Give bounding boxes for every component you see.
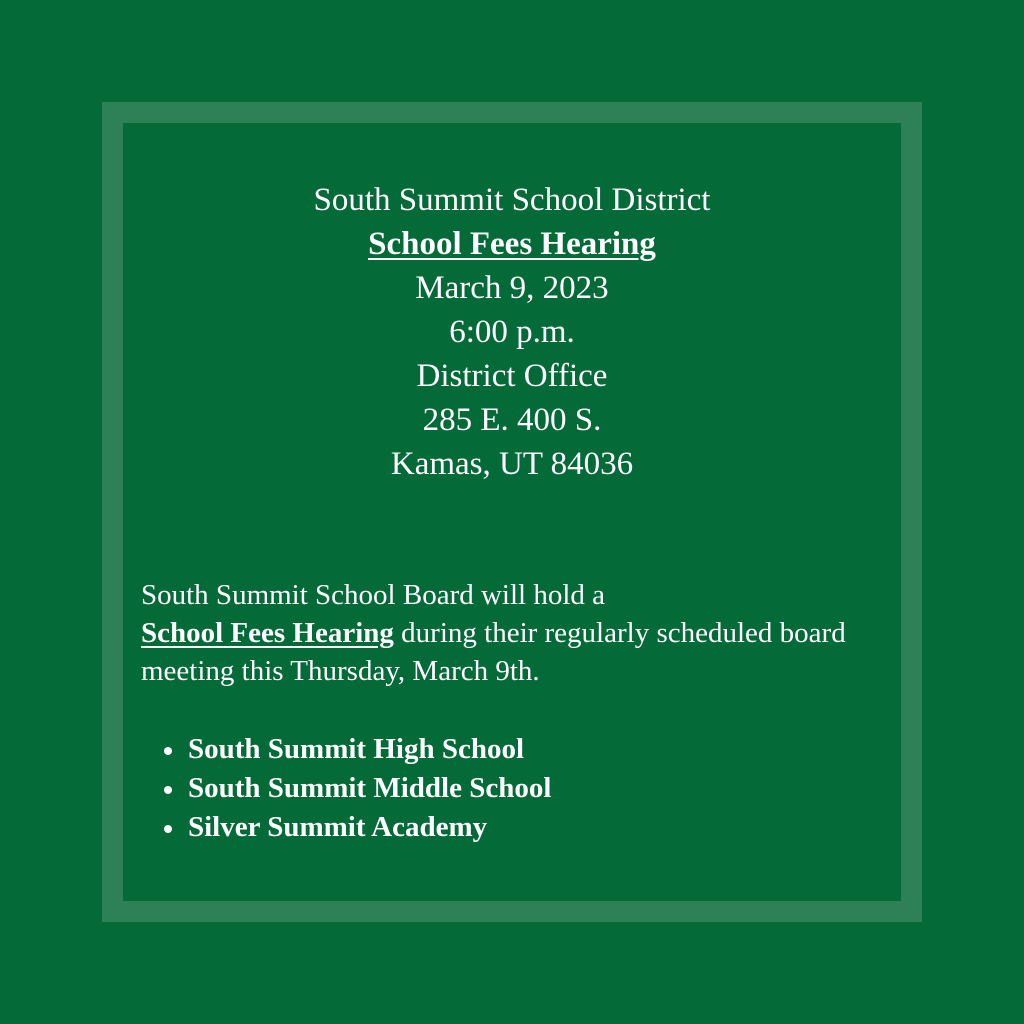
list-item: South Summit High School <box>141 730 551 769</box>
announcement-emphasis: School Fees Hearing <box>141 617 394 649</box>
address-street: 285 E. 400 S. <box>422 402 602 438</box>
list-item: Silver Summit Academy <box>141 808 551 847</box>
address-city: Kamas, UT 84036 <box>390 446 634 482</box>
announcement-lead: South Summit School Board will hold a <box>141 579 606 611</box>
school-list <box>141 730 551 847</box>
announcement-rest: during their regularly scheduled board meeting this Thursday, March 9th. <box>141 617 846 687</box>
announcement-paragraph <box>141 576 901 690</box>
event-title: School Fees Hearing <box>368 226 656 262</box>
organization-name: South Summit School District <box>313 182 711 218</box>
event-time: 6:00 p.m. <box>449 314 575 350</box>
event-date: March 9, 2023 <box>415 270 609 306</box>
location-name: District Office <box>416 358 608 394</box>
event-header <box>0 178 1024 486</box>
list-item: South Summit Middle School <box>141 769 551 808</box>
